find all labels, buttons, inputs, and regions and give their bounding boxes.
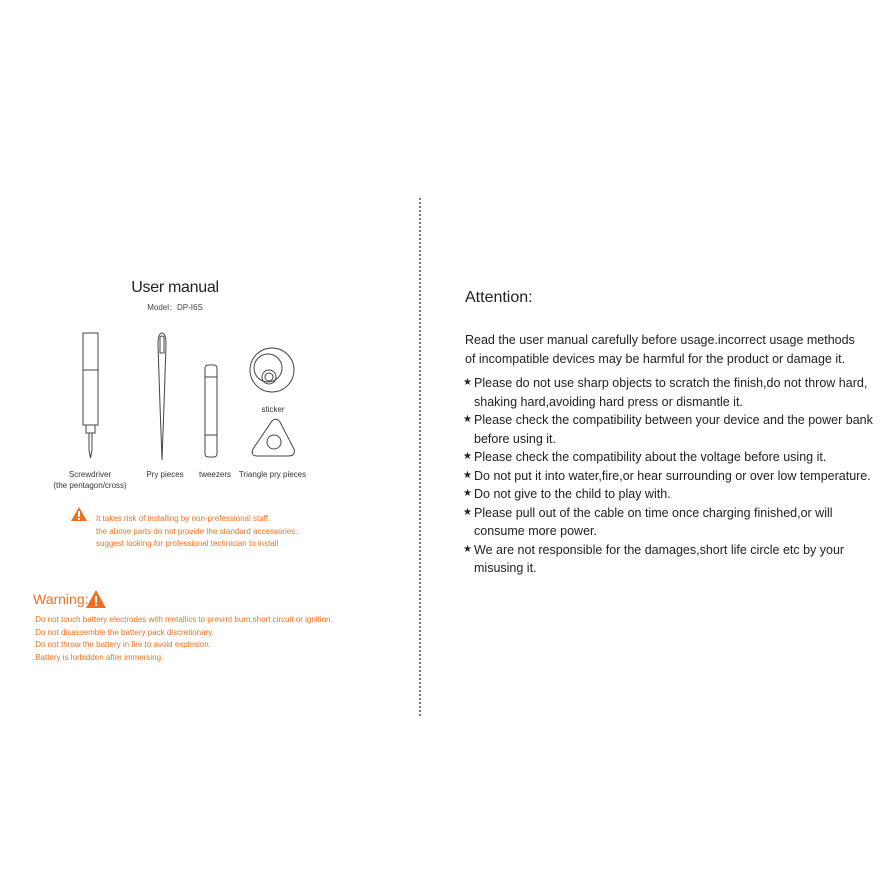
page-title: User manual [131,279,219,296]
list-item: ★ Do not put it into water,fire,or hear surrounding or over low temperature. [463,467,873,486]
triangle-pry-icon [252,419,294,456]
warning-triangle-icon [85,589,107,609]
star-icon: ★ [463,451,472,462]
warning-title: Warning: [33,591,89,607]
tool-label-sticker: sticker [261,405,285,414]
star-icon: ★ [463,543,472,555]
warning-triangle-icon [70,506,88,522]
tweezers-icon [205,365,217,457]
model-label: Model：DP-I6S [147,303,203,312]
attention-title: Attention: [465,289,533,306]
tool-label-pry: Pry pieces [146,470,184,479]
pry-piece-icon [158,333,166,460]
list-item: ★ Please check the compatibility between your device and the power bank before using it. [463,413,873,446]
tool-label-triangle: Triangle pry pieces [238,470,307,479]
screwdriver-icon [83,333,98,458]
tool-label-screwdriver: Screwdriver (the pentagon/cross) [53,470,127,490]
star-icon: ★ [463,506,472,518]
list-item: ★ Do not give to the child to play with. [463,485,873,504]
warning-list: .Do not touch battery electrodes with metallics to prevrnt burn,short circuit or ignition. .Do not disassemble the battery pack discretionary. .Do not throw the battery in fire to avoid explosion. .Battery is lorbidden after immersing. [33,615,333,662]
page-divider [419,198,421,716]
star-icon: ★ [463,414,472,425]
risk-notice: It takes risk of installing by non-prefessional staff. the above parts do not provide the standard accessories. suggest looking for professional technician to install [96,514,298,548]
list-item: ★ Please check the compatibility about the voltage before using it. [463,448,873,467]
star-icon: ★ [463,488,472,499]
star-icon: ★ [463,469,472,481]
attention-intro: Read the user manual carefully before usage.incorrect usage methods of incompatible devices may be harmful for the product or damage it. [465,333,855,366]
star-icon: ★ [463,377,472,388]
list-item: ★ Please do not use sharp objects to scratch the finish,do not throw hard, shaking hard,avoiding hard press or dismantle it. [463,376,868,409]
attention-list [463,374,873,578]
tools-illustration [40,325,320,465]
tool-label-tweezers: tweezers [198,470,231,479]
sticker-icon [250,348,294,392]
list-item: ★ We are not responsible for the damages,short life circle etc by your misusing it. [463,542,845,575]
list-item: ★ Please pull out of the cable on time once charging finished,or will consume more power. [463,505,833,538]
